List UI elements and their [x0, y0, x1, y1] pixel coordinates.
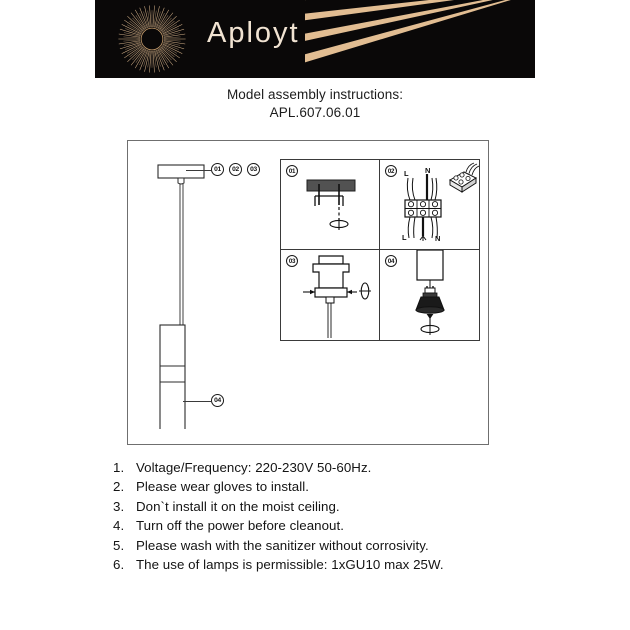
instruction-text-1: Voltage/Frequency: 220-230V 50-60Hz.: [136, 460, 372, 475]
callout-badge-02: 02: [229, 163, 242, 176]
instruction-item-6: [113, 555, 553, 574]
callout-badge-04: 04: [211, 394, 224, 407]
instruction-number-6: 6.: [113, 557, 125, 573]
instruction-item-4: [113, 516, 553, 535]
pendant-lamp-drawing: [138, 159, 278, 429]
instruction-text-3: Don`t install it on the moist ceiling.: [136, 498, 340, 514]
instruction-number-5: 5.: [113, 537, 125, 553]
svg-text:L: L: [404, 169, 409, 178]
instruction-item-5: [113, 536, 553, 555]
callout-badges-bottom: [211, 394, 224, 407]
step-panel-01: [281, 160, 380, 250]
step-panel-grid: [280, 159, 480, 341]
instruction-list: [113, 458, 553, 574]
step-badge-02: 02: [385, 165, 397, 177]
title-line-1: Model assembly instructions:: [226, 87, 404, 102]
title-line-2: APL.607.06.01: [269, 105, 361, 120]
step-badge-04: 04: [385, 255, 397, 267]
instruction-text-2: Please wear gloves to install.: [136, 479, 309, 495]
instruction-number-1: 1.: [113, 460, 125, 475]
instruction-number-3: 3.: [113, 498, 125, 514]
page-title: [0, 86, 630, 122]
callout-leader-top: [186, 170, 211, 171]
instruction-item-1: [113, 458, 553, 477]
brand-banner: [95, 0, 535, 78]
assembly-diagram: [127, 140, 489, 445]
svg-text:N: N: [425, 166, 431, 175]
step-badge-03: 03: [286, 255, 298, 267]
step-panel-03: [281, 250, 380, 340]
step-panel-04: [380, 250, 479, 340]
callout-leader-bottom: [183, 401, 211, 402]
ray-fan-icon: [305, 0, 535, 78]
instruction-item-3: [113, 497, 553, 516]
step-badge-01: 01: [286, 165, 298, 177]
svg-text:L: L: [402, 233, 407, 242]
brand-wordmark: Aployt: [207, 17, 300, 49]
instruction-text-6: The use of lamps is permissible: 1xGU10 max 25W.: [136, 557, 444, 573]
svg-text:N: N: [435, 234, 441, 243]
instruction-number-4: 4.: [113, 518, 125, 534]
instruction-text-5: Please wash with the sanitizer without corrosivity.: [136, 537, 429, 553]
instruction-text-4: Turn off the power before cleanout.: [136, 518, 344, 534]
instruction-item-2: [113, 477, 553, 496]
sunburst-logo-icon: [117, 4, 187, 74]
callout-badges-top: [211, 163, 260, 176]
callout-badge-01: 01: [211, 163, 224, 176]
step-panel-02: [380, 160, 479, 250]
instruction-number-2: 2.: [113, 479, 125, 495]
callout-badge-03: 03: [247, 163, 260, 176]
